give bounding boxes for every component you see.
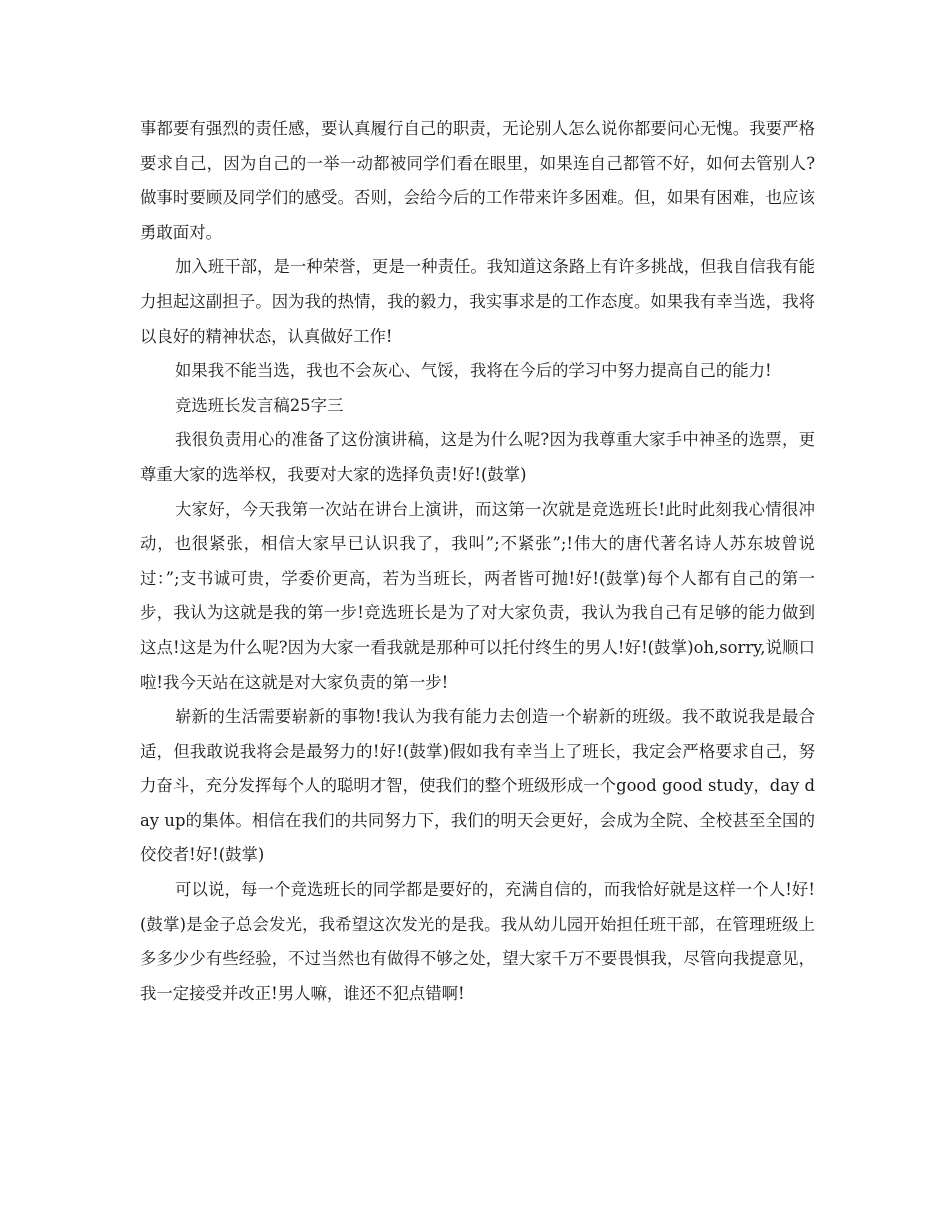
paragraph-2: 加入班干部，是一种荣誉，更是一种责任。我知道这条路上有许多挑战，但我自信我有能力担起这副担子。因为我的热情，我的毅力，我实事求是的工作态度。如果我有幸当选，我将以良好的精神状态，认真做好工作! xyxy=(140,257,815,346)
paragraph-3: 如果我不能当选，我也不会灰心、气馁，我将在今后的学习中努力提高自己的能力! xyxy=(175,361,772,381)
paragraph-4: 我很负责用心的准备了这份演讲稿，这是为什么呢?因为我尊重大家手中神圣的选票，更尊重大家的选举权，我要对大家的选择负责!好!(鼓掌) xyxy=(140,430,815,484)
paragraph-6: 崭新的生活需要崭新的事物!我认为我有能力去创造一个崭新的班级。我不敢说我是最合适，但我敢说我将会是最努力的!好!(鼓掌)假如我有幸当上了班长，我定会严格要求自己，努力奋斗，充分发挥每个人的聪明才智，使我们的整个班级形成一个good good study，day day up的集体。相信在我们的共同努力下，我们的明天会更好，会成为全院、全校甚至全国的佼佼者!好!(鼓掌) xyxy=(140,707,815,865)
paragraph-7: 可以说，每一个竞选班长的同学都是要好的，充满自信的，而我恰好就是这样一个人!好!(鼓掌)是金子总会发光，我希望这次发光的是我。我从幼儿园开始担任班干部，在管理班级上多多少少有些经验，不过当然也有做得不够之处，望大家千万不要畏惧我，尽管向我提意见，我一定接受并改正!男人嘛，谁还不犯点错啊! xyxy=(140,880,815,1003)
paragraph-1: 事都要有强烈的责任感，要认真履行自己的职责，无论别人怎么说你都要问心无愧。我要严格要求自己，因为自己的一举一动都被同学们看在眼里，如果连自己都管不好，如何去管别人?做事时要顾及同学们的感受。否则，会给今后的工作带来许多困难。但，如果有困难，也应该勇敢面对。 xyxy=(140,119,815,242)
section-heading: 竞选班长发言稿25字三 xyxy=(175,395,344,415)
paragraph-5: 大家好，今天我第一次站在讲台上演讲，而这第一次就是竞选班长!此时此刻我心情很冲动，也很紧张，相信大家早已认识我了，我叫”;不紧张”;!伟大的唐代著名诗人苏东坡曾说过：”;支书诚可贵，学委价更高，若为当班长，两者皆可抛!好!(鼓掌)每个人都有自己的第一步，我认为这就是我的第一步!竞选班长是为了对大家负责，我认为我自己有足够的能力做到这点!这是为什么呢?因为大家一看我就是那种可以托付终生的男人!好!(鼓掌)oh,sorry,说顺口啦!我今天站在这就是对大家负责的第一步! xyxy=(140,499,815,692)
document-page xyxy=(140,112,815,1011)
